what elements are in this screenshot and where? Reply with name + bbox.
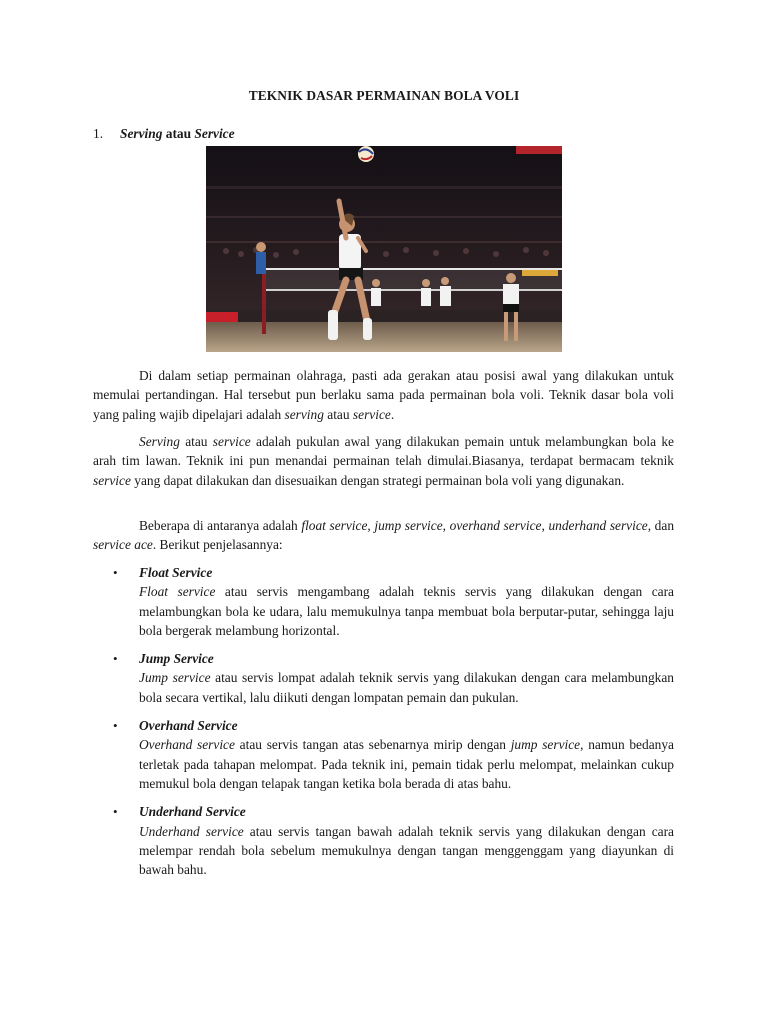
list-item-overhand [93,716,674,793]
para2-text-c: yang dapat dilakukan dan disesuaikan dengan strategi permainan bola voli yang digunakan. [130,472,625,488]
item-lead-float: Float service [139,584,216,600]
item-body-float: atau servis mengambang adalah teknis servis yang dilakukan dengan cara melambungkan bola ke udara, lalu memukulnya tanpa membuat bola berputar-putar, sehingga laju bola bergerak melambung horizontal. [139,584,674,638]
bullet-icon: • [113,804,118,820]
intro-paragraph-3 [93,516,674,555]
para3-text-a: Beberapa di antaranya adalah [139,518,302,533]
para3-italic-overhand: overhand service [449,518,542,533]
item-title-overhand: Overhand Service [139,718,238,734]
item-body-overhand-a: atau servis tangan atas sebenarnya mirip dengan [234,737,511,753]
list-item-underhand [93,802,674,879]
item-text-underhand [139,822,674,880]
para3-text-d: , [541,518,549,533]
section-title-service: Service [194,126,235,141]
para3-italic-underhand: underhand service [548,518,648,533]
item-title-underhand: Underhand Service [139,804,246,820]
para1-text-b: atau [323,406,353,422]
item-body-overhand-b: , namun bedanya terletak pada tahapan melompat. Pada teknik ini, pemain tidak perlu melompat, melainkan cukup memukul bola dengan telapak tangan ketika bola berada di atas bahu. [139,737,674,791]
item-body-jump: atau servis lompat adalah teknik servis yang dilakukan dengan cara melambungkan bola secara vertikal, lalu diikuti dengan lompatan pemain dan pukulan. [139,670,674,705]
para3-text-b: , [367,518,375,533]
item-text-overhand [139,735,674,793]
item-body-underhand: atau servis tangan bawah adalah teknik servis yang dilakukan dengan cara melempar rendah bola sebelum memukulnya dengan tangan menggenggam yang diayunkan di bawah bahu. [139,823,674,878]
para2-text-a: atau [179,434,213,449]
para2-text-b: adalah pukulan awal yang dilakukan pemain untuk melambungkan bola ke arah tim lawan. Teknik ini pun menandai permainan telah dimulai.Biasanya, terdapat bermacam teknik [93,434,674,469]
section-title-connector: atau [162,126,195,141]
document-title: TEKNIK DASAR PERMAINAN BOLA VOLI [248,88,520,103]
para2-italic-service-2: service [93,472,131,488]
list-item-float [93,563,674,640]
item-text-jump [139,668,674,707]
item-title-jump: Jump Service [139,651,214,667]
para3-italic-ace: service ace [93,537,153,553]
section-title-serving: Serving [120,126,163,141]
item-lead-jump: Jump service [139,670,211,686]
item-title-float: Float Service [139,565,213,580]
section-heading [93,126,235,142]
para3-text-f: . Berikut penjelasannya: [152,537,283,553]
item-text-float [139,582,674,640]
bullet-icon: • [113,565,118,580]
paragraph-3 [93,516,674,555]
para1-italic-serving: serving [284,406,324,422]
para2-italic-service: service [212,434,251,449]
para3-italic-jump: jump service [374,518,443,533]
item-italic-jump-service: jump service [510,737,581,753]
intro-paragraph-2 [93,432,674,490]
intro-paragraph-1 [93,366,674,424]
para1-text-a: Di dalam setiap permainan olahraga, pasti ada gerakan atau posisi awal yang dilakukan untuk memulai pertandingan. Hal tersebut pun berlaku sama pada permainan bola voli. Teknik dasar bola voli yang paling wajib dipelajari adalah [93,368,674,422]
bullet-icon: • [113,651,118,667]
section-number: 1. [93,126,104,141]
para3-italic-float: float service [301,518,368,533]
photo-illustration [206,146,562,352]
para2-italic-serving: Serving [139,434,180,449]
service-list [93,563,674,879]
item-lead-overhand: Overhand service [139,737,235,753]
para1-text-c: . [390,406,395,422]
paragraph-1 [93,366,674,424]
list-item-jump [93,649,674,707]
bullet-icon: • [113,718,118,734]
para1-italic-service: service [352,406,391,422]
item-lead-underhand: Underhand service [139,823,244,839]
volleyball-serve-photo [206,146,562,352]
paragraph-2 [93,432,674,490]
para3-text-e: , dan [647,518,675,533]
para3-text-c: , [442,518,450,533]
